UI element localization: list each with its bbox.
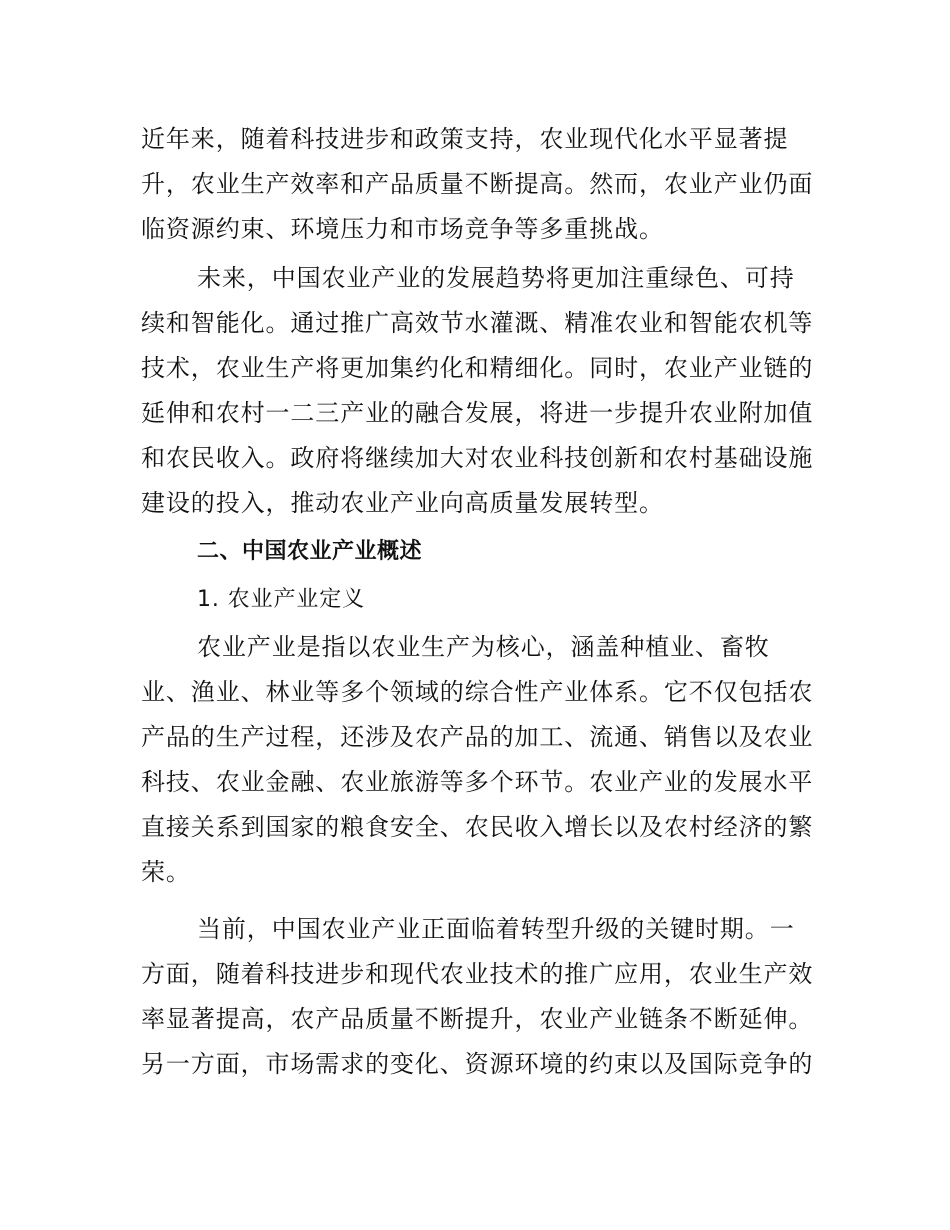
paragraph-line: 农业产业是指以农业生产为核心，涵盖种植业、畜牧: [197, 633, 770, 661]
paragraph-line: 荣。: [141, 858, 191, 886]
future-paragraph: [141, 256, 814, 526]
paragraph-line: 临资源约束、环境压力和市场竞争等多重挑战。: [141, 215, 664, 243]
intro-paragraph: [141, 117, 814, 252]
paragraph-line: 当前，中国农业产业正面临着转型升级的关键时期。一: [197, 915, 795, 943]
paragraph-line: 续和智能化。通过推广高效节水灌溉、精准农业和智能农机等: [141, 309, 814, 337]
paragraph-line: 直接关系到国家的粮食安全、农民收入增长以及农村经济的繁: [141, 813, 814, 841]
paragraph-line: 方面，随着科技进步和现代农业技术的推广应用，农业生产效: [141, 960, 814, 988]
paragraph-line: 率显著提高，农产品质量不断提升，农业产业链条不断延伸。: [141, 1005, 814, 1033]
paragraph-line: 近年来，随着科技进步和政策支持，农业现代化水平显著提: [141, 125, 789, 153]
paragraph-line: 另一方面，市场需求的变化、资源环境的约束以及国际竞争的: [141, 1050, 814, 1078]
paragraph-line: 和农民收入。政府将继续加大对农业科技创新和农村基础设施: [141, 444, 814, 472]
paragraph-line: 升，农业生产效率和产品质量不断提高。然而，农业产业仍面: [141, 170, 814, 198]
paragraph-line: 建设的投入，推动农业产业向高质量发展转型。: [141, 489, 664, 517]
section-heading: 二、中国农业产业概述: [197, 539, 423, 564]
paragraph-line: 技术，农业生产将更加集约化和精细化。同时，农业产业链的: [141, 354, 814, 382]
current-paragraph: [141, 907, 814, 1087]
subsection-heading: 1. 农业产业定义: [197, 587, 366, 612]
paragraph-line: 科技、农业金融、农业旅游等多个环节。农业产业的发展水平: [141, 768, 814, 796]
paragraph-line: 产品的生产过程，还涉及农产品的加工、流通、销售以及农业: [141, 723, 814, 751]
paragraph-line: 业、渔业、林业等多个领域的综合性产业体系。它不仅包括农: [141, 678, 814, 706]
definition-paragraph: [141, 625, 814, 895]
paragraph-line: 延伸和农村一二三产业的融合发展，将进一步提升农业附加值: [141, 399, 814, 427]
paragraph-line: 未来，中国农业产业的发展趋势将更加注重绿色、可持: [197, 264, 795, 292]
document-body: [141, 117, 814, 1087]
